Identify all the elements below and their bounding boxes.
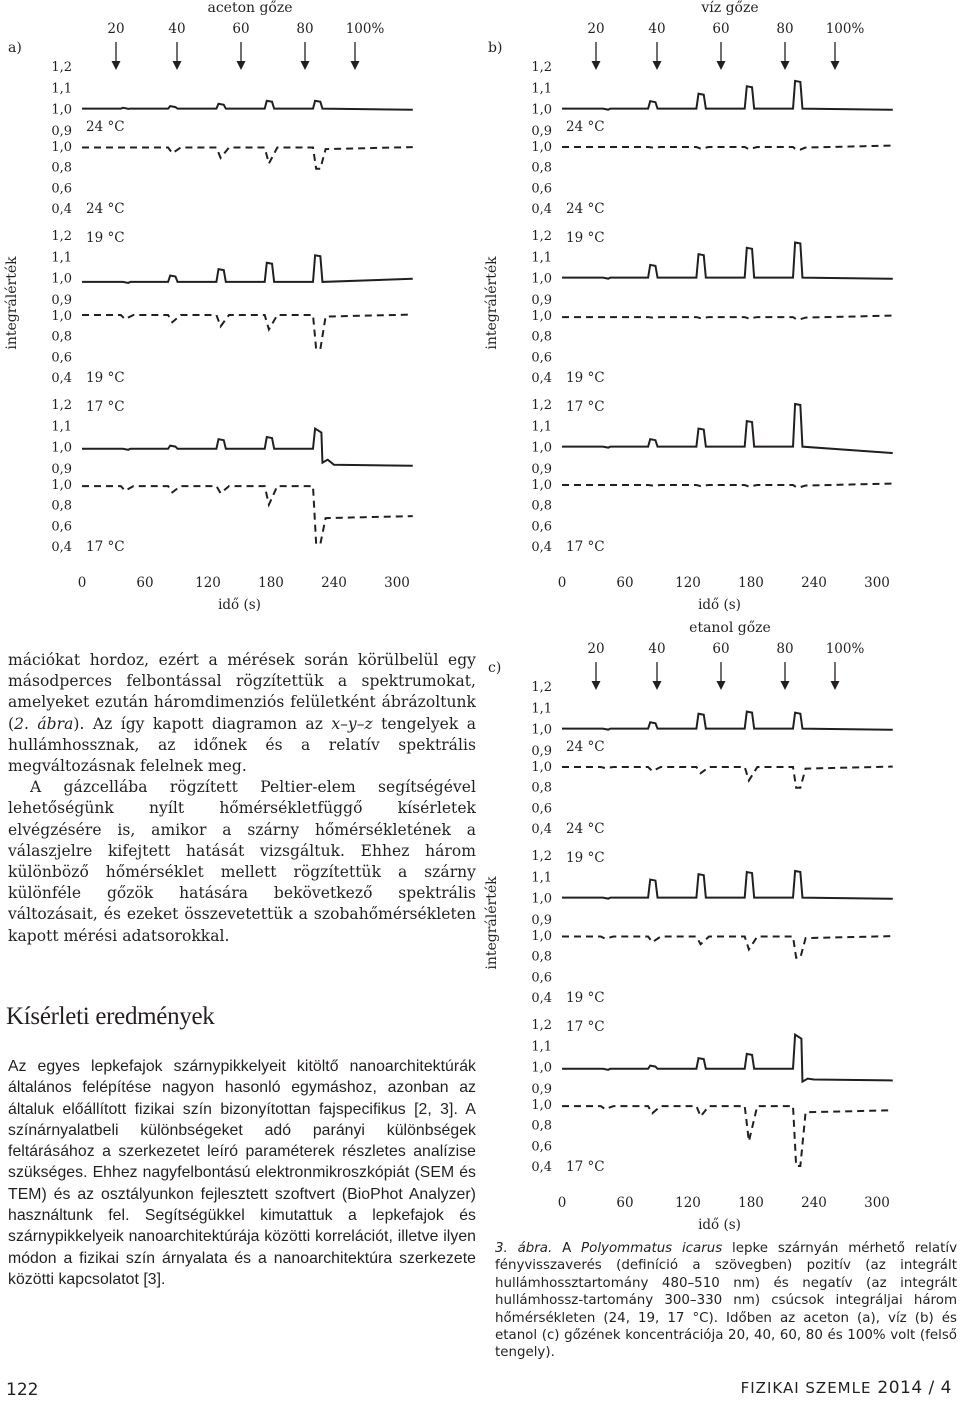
y-tick-label: 0,4	[531, 822, 552, 837]
page-number: 122	[6, 1380, 39, 1400]
temperature-label: 24 °C	[566, 119, 605, 135]
temperature-label: 19 °C	[86, 370, 125, 386]
positive-trace	[562, 871, 893, 899]
concentration-tick: 60	[712, 21, 730, 37]
x-axis-label: idő (s)	[218, 597, 261, 613]
x-tick-label: 0	[77, 575, 87, 591]
y-tick-label: 0,6	[531, 350, 552, 366]
arrow-head	[781, 681, 790, 690]
concentration-tick: 100%	[345, 21, 385, 37]
caption-number: 3. ábra.	[495, 1241, 553, 1256]
paragraph-1: mációkat hordoz, ezért a mérések során körülbelül egy másodperces felbontással rögzítettük a spektrumokat, amelyeket ezután háromdimenziós felületként ábrázoltunk (	[8, 651, 476, 733]
y-tick-label: 1,2	[51, 229, 72, 244]
y-tick-label: 1,0	[531, 1098, 552, 1113]
temperature-label: 17 °C	[86, 399, 125, 415]
y-tick-label: 1,0	[531, 102, 552, 118]
y-tick-label: 1,2	[531, 1018, 552, 1033]
figure-caption	[495, 1240, 957, 1362]
caption-species: Polyommatus icarus	[581, 1241, 723, 1256]
concentration-tick: 60	[232, 21, 250, 37]
y-tick-label: 0,9	[531, 462, 552, 477]
journal-name: FIZIKAI SZEMLE	[740, 1379, 872, 1397]
journal-issue: 2014 / 4	[877, 1378, 952, 1398]
x-axis-label: idő (s)	[698, 597, 741, 613]
y-tick-label: 1,0	[531, 760, 552, 775]
y-tick-label: 0,6	[51, 519, 72, 535]
panel-label: c)	[488, 660, 502, 676]
positive-trace	[562, 81, 893, 110]
y-tick-label: 0,4	[531, 540, 552, 555]
concentration-tick: 100%	[825, 21, 865, 37]
x-tick-label: 300	[864, 1195, 890, 1211]
figure-c-ethanol	[480, 620, 960, 1240]
x-tick-label: 300	[864, 575, 890, 591]
y-tick-label: 0,8	[531, 949, 552, 965]
temperature-label: 17 °C	[566, 1159, 605, 1175]
positive-trace	[82, 101, 413, 110]
y-tick-label: 1,0	[531, 1060, 552, 1076]
x-tick-label: 180	[738, 1195, 764, 1211]
y-tick-label: 0,4	[51, 371, 72, 386]
concentration-tick: 20	[107, 21, 125, 37]
y-tick-label: 0,6	[531, 519, 552, 535]
temperature-label: 24 °C	[566, 739, 605, 755]
body-text-results	[8, 1056, 476, 1290]
y-tick-label: 1,0	[531, 271, 552, 287]
concentration-tick: 40	[648, 21, 666, 37]
positive-trace	[562, 242, 893, 278]
y-tick-label: 0,9	[51, 293, 72, 308]
y-tick-label: 1,2	[531, 398, 552, 413]
figure-a-acetone	[0, 0, 480, 620]
y-tick-label: 0,4	[531, 1160, 552, 1175]
y-axis-label: integrálérték	[484, 876, 500, 970]
y-tick-label: 1,2	[531, 849, 552, 864]
negative-trace	[562, 767, 893, 788]
y-axis-label: integrálérték	[4, 256, 20, 350]
concentration-tick: 100%	[825, 641, 865, 657]
y-tick-label: 0,4	[531, 991, 552, 1006]
temperature-label: 17 °C	[566, 399, 605, 415]
y-tick-label: 1,2	[531, 60, 552, 75]
y-tick-label: 0,4	[531, 202, 552, 217]
arrow-head	[351, 61, 360, 70]
x-tick-label: 120	[195, 575, 221, 591]
y-tick-label: 1,2	[531, 680, 552, 695]
temperature-label: 19 °C	[566, 850, 605, 866]
x-tick-label: 120	[675, 575, 701, 591]
y-tick-label: 1,0	[51, 478, 72, 493]
y-tick-label: 0,8	[531, 329, 552, 345]
y-tick-label: 0,9	[531, 293, 552, 308]
temperature-label: 19 °C	[566, 990, 605, 1006]
negative-trace	[82, 486, 413, 544]
positive-trace	[562, 712, 893, 730]
x-tick-label: 0	[557, 1195, 567, 1211]
figure-b-water	[480, 0, 960, 620]
y-tick-label: 0,9	[51, 124, 72, 139]
y-tick-label: 0,6	[51, 181, 72, 197]
temperature-label: 24 °C	[86, 119, 125, 135]
paragraph-1-end: tengelyek a hullámhossznak, az időnek és a relatív spektrális megváltozásnak felelnek meg.	[8, 714, 476, 776]
body-text-intro	[8, 650, 476, 947]
y-tick-label: 0,9	[531, 913, 552, 928]
negative-trace	[562, 146, 893, 150]
concentration-tick: 40	[168, 21, 186, 37]
y-tick-label: 0,6	[51, 350, 72, 366]
y-tick-label: 1,0	[531, 309, 552, 324]
temperature-label: 24 °C	[86, 201, 125, 217]
positive-trace	[82, 255, 413, 283]
arrow-head	[653, 61, 662, 70]
arrow-head	[592, 681, 601, 690]
y-tick-label: 1,0	[531, 722, 552, 738]
temperature-label: 19 °C	[566, 230, 605, 246]
figure-reference: 2. ábra	[14, 714, 74, 733]
y-tick-label: 1,1	[531, 419, 552, 435]
y-tick-label: 0,8	[531, 160, 552, 176]
y-tick-label: 1,0	[531, 891, 552, 907]
concentration-tick: 20	[587, 21, 605, 37]
vapor-label: víz gőze	[701, 0, 759, 16]
y-tick-label: 1,0	[51, 102, 72, 118]
x-tick-label: 240	[801, 1195, 827, 1211]
arrow-head	[717, 61, 726, 70]
negative-trace	[562, 316, 893, 320]
arrow-head	[831, 61, 840, 70]
temperature-label: 17 °C	[566, 1019, 605, 1035]
arrow-head	[831, 681, 840, 690]
temperature-label: 19 °C	[86, 230, 125, 246]
y-tick-label: 1,0	[531, 440, 552, 456]
x-tick-label: 180	[258, 575, 284, 591]
y-tick-label: 0,6	[531, 181, 552, 197]
y-tick-label: 1,0	[51, 271, 72, 287]
y-tick-label: 1,1	[531, 870, 552, 886]
x-axis-label: idő (s)	[698, 1217, 741, 1233]
negative-trace	[562, 936, 893, 958]
section-heading: Kísérleti eredmények	[6, 1003, 215, 1030]
y-tick-label: 0,9	[531, 1082, 552, 1097]
vapor-label: etanol gőze	[689, 620, 771, 636]
y-tick-label: 1,0	[531, 929, 552, 944]
y-tick-label: 1,2	[51, 398, 72, 413]
panel-label: b)	[488, 40, 503, 56]
temperature-label: 24 °C	[566, 821, 605, 837]
concentration-tick: 80	[776, 21, 794, 37]
positive-trace	[562, 404, 893, 453]
paragraph-1-cont: ). Az így kapott diagramon az	[73, 714, 332, 733]
y-tick-label: 0,6	[531, 801, 552, 817]
concentration-tick: 60	[712, 641, 730, 657]
y-tick-label: 0,8	[51, 160, 72, 176]
negative-trace	[82, 315, 413, 350]
y-axis-label: integrálérték	[484, 256, 500, 350]
y-tick-label: 0,8	[531, 498, 552, 514]
concentration-tick: 80	[296, 21, 314, 37]
y-tick-label: 0,9	[531, 124, 552, 139]
y-tick-label: 1,2	[51, 60, 72, 75]
y-tick-label: 1,1	[531, 1039, 552, 1055]
arrow-head	[112, 61, 121, 70]
y-tick-label: 1,2	[531, 229, 552, 244]
temperature-label: 24 °C	[566, 201, 605, 217]
arrow-head	[301, 61, 310, 70]
caption-text-b: lepke szárnyán mérhető relatív fényvisszaverés (definíció a szövegben) pozitív (az integrált hullámhossztartomány 480–510 nm) és negatív (az integrált hullámhossz-tartomány 300–330 nm) csúcsok integráljai három hőmérsékleten (24, 19, 17 °C). Időben az aceton (a), víz (b) és etanol (c) gőzének koncentrációja 20, 40, 60, 80 és 100% volt (felső tengely).	[495, 1241, 957, 1361]
panel-label: a)	[8, 40, 22, 56]
y-tick-label: 1,1	[531, 250, 552, 266]
y-tick-label: 1,1	[531, 81, 552, 97]
y-tick-label: 0,6	[531, 1139, 552, 1155]
y-tick-label: 1,1	[51, 81, 72, 97]
temperature-label: 17 °C	[566, 539, 605, 555]
paragraph-3: Az egyes lepkefajok szárnypikkelyeit kitöltő nanoarchitektúrák általános felépítése nagyon hasonló egymáshoz, azonban az általuk előállított fizikai szín bizonyítottan fajspecifikus [2, 3]. A színárnyalatbeli különbségeket adó parányi különbségek feltárásához a szerkezetet leíró paraméterek részletes analízise szükséges. Ehhez nagyfelbontású elektronmikroszkópiát (SEM és TEM) és az osztályunkon fejlesztett szoftvert (BioPhot Analyzer) használtunk fel. Segítségükkel kimutattuk a lepkefajok és szárnypikkelyeik nanoarchitektúrája közötti korrelációt, illetve ilyen módon a fizikai szín árnyalata és a nanoarchitektúra szerkezete közötti kapcsolatot [3].	[8, 1058, 476, 1288]
negative-trace	[562, 1106, 893, 1166]
y-tick-label: 0,4	[531, 371, 552, 386]
arrow-head	[173, 61, 182, 70]
y-tick-label: 0,9	[51, 462, 72, 477]
concentration-tick: 40	[648, 641, 666, 657]
x-tick-label: 240	[321, 575, 347, 591]
concentration-tick: 80	[776, 641, 794, 657]
journal-footer	[741, 1378, 952, 1398]
y-tick-label: 1,0	[51, 440, 72, 456]
negative-trace	[82, 147, 413, 169]
axes-label: x–y–z	[331, 714, 373, 733]
vapor-label: aceton gőze	[207, 0, 293, 16]
y-tick-label: 0,8	[531, 780, 552, 796]
x-tick-label: 60	[136, 575, 154, 591]
x-tick-label: 300	[384, 575, 410, 591]
x-tick-label: 240	[801, 575, 827, 591]
paragraph-2: A gázcellába rögzített Peltier-elem segítségével lehetőségünk nyílt hőmérsékletfüggő kísérletek elvégzésére is, amikor a szárny hőmérsékletének a válaszjelre kifejtett hatását vizsgáltuk. Ehhez három különböző hőmérséklet mellett rögzítettük a szárny különféle gőzök hatására bekövetkező spektrális változásait, és ezeket összevetettük a szobahőmérsékleten kapott mérési adatsorokkal.	[8, 778, 476, 945]
temperature-label: 17 °C	[86, 539, 125, 555]
arrow-head	[717, 681, 726, 690]
x-tick-label: 0	[557, 575, 567, 591]
positive-trace	[562, 1035, 893, 1082]
y-tick-label: 1,0	[51, 309, 72, 324]
temperature-label: 19 °C	[566, 370, 605, 386]
x-tick-label: 60	[616, 1195, 634, 1211]
y-tick-label: 0,4	[51, 540, 72, 555]
y-tick-label: 0,8	[51, 329, 72, 345]
y-tick-label: 1,1	[51, 419, 72, 435]
y-tick-label: 0,8	[51, 498, 72, 514]
x-tick-label: 120	[675, 1195, 701, 1211]
x-tick-label: 60	[616, 575, 634, 591]
positive-trace	[82, 429, 413, 466]
arrow-head	[781, 61, 790, 70]
y-tick-label: 1,1	[51, 250, 72, 266]
y-tick-label: 0,6	[531, 970, 552, 986]
x-tick-label: 180	[738, 575, 764, 591]
concentration-tick: 20	[587, 641, 605, 657]
y-tick-label: 1,0	[531, 478, 552, 493]
y-tick-label: 0,4	[51, 202, 72, 217]
negative-trace	[562, 484, 893, 488]
arrow-head	[653, 681, 662, 690]
y-tick-label: 1,1	[531, 701, 552, 717]
y-tick-label: 0,8	[531, 1118, 552, 1134]
y-tick-label: 1,0	[531, 140, 552, 155]
arrow-head	[237, 61, 246, 70]
caption-text-a: A	[552, 1241, 582, 1256]
y-tick-label: 0,9	[531, 744, 552, 759]
y-tick-label: 1,0	[51, 140, 72, 155]
arrow-head	[592, 61, 601, 70]
